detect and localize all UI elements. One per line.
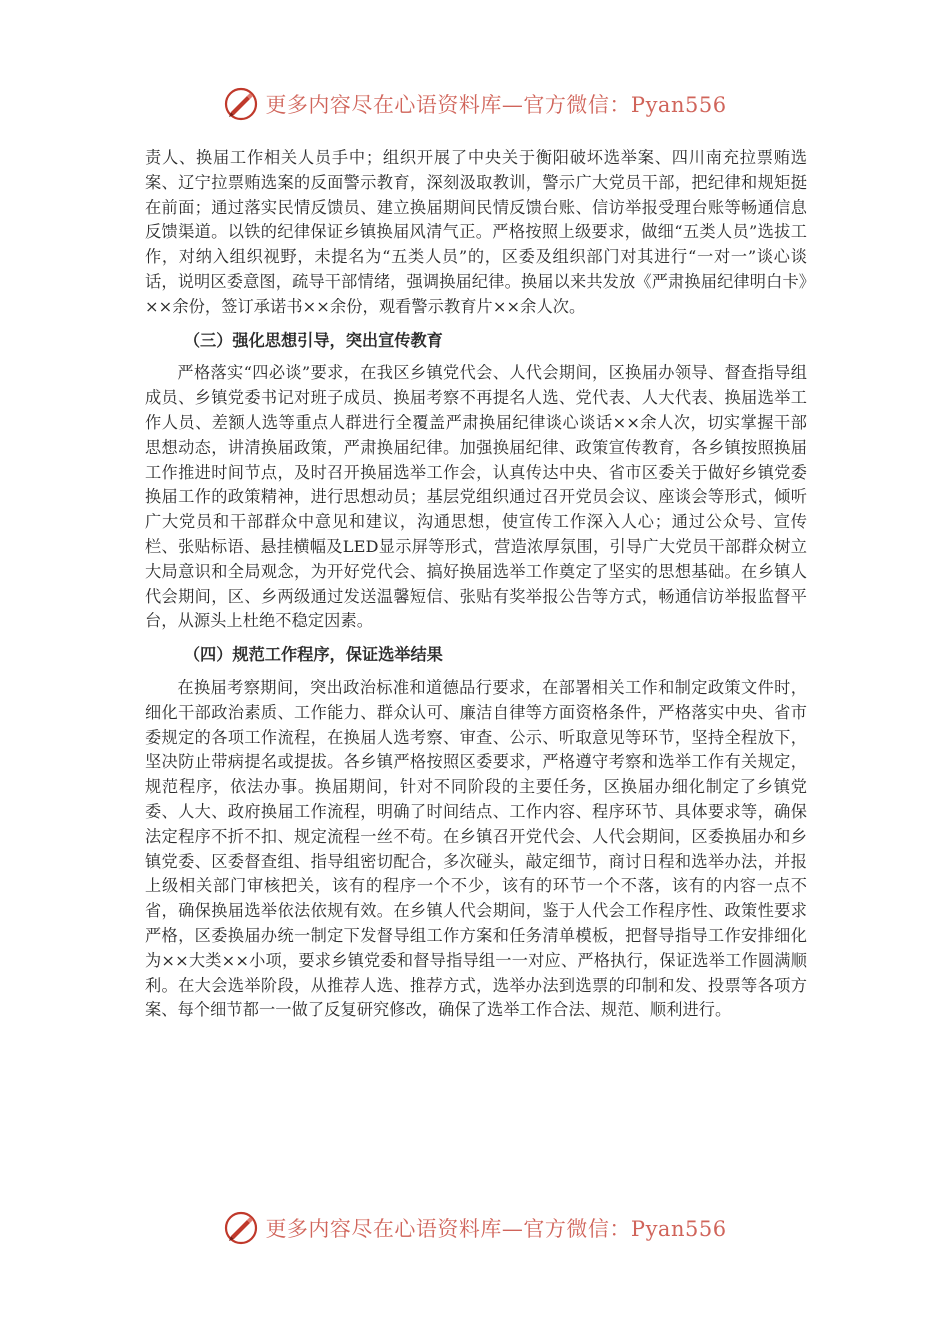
paragraph-3: 在换届考察期间，突出政治标准和道德品行要求，在部署相关工作和制定政策文件时，细化干部政治素质、工作能力、群众认可、廉洁自律等方面资格条件，严格落实中央、省市委规定的各项工作流程，在换届人选考察、审查、公示、听取意见等环节，坚持全程放下，坚决防止带病提名或提拔。各乡镇严格按照区委要求，严格遵守考察和选举工作有关规定，规范程序，依法办事。换届期间，针对不同阶段的主要任务，区换届办细化制定了乡镇党委、人大、政府换届工作流程，明确了时间结点、工作内容、程序环节、具体要求等，确保法定程序不折不扣、规定流程一丝不苟。在乡镇召开党代会、人代会期间，区委换届办和乡镇党委、区委督查组、指导组密切配合，多次碰头，敲定细节，商讨日程和选举办法，并报上级相关部门审核把关，该有的程序一个不少，该有的环节一个不落，该有的内容一点不省，确保换届选举依法依规有效。在乡镇人代会期间，鉴于人代会工作程序性、政策性要求严格，区委换届办统一制定下发督导组工作方案和任务清单模板，把督导指导工作安排细化为××大类××小项，要求乡镇党委和督导指导组一一对应、严格执行，保证选举工作圆满顺利。在大会选举阶段，从推荐人选、推荐方式，选举办法到选票的印制和发、投票等各项方案、每个细节都一一做了反复研究修改，确保了选举工作合法、规范、顺利进行。 [145, 677, 807, 1020]
paragraph-1: 责人、换届工作相关人员手中；组织开展了中央关于衡阳破坏选举案、四川南充拉票贿选案、辽宁拉票贿选案的反面警示教育，深刻汲取教训，警示广大党员干部，把纪律和规矩挺在前面；通过落实民情反馈员、建立换届期间民情反馈台账、信访举报受理台账等畅通信息反馈渠道。以铁的纪律保证乡镇换届风清气正。严格按照上级要求，做细“五类人员”选拔工作，对纳入组织视野，未提名为“五类人员”的，区委及组织部门对其进行“一对一”谈心谈话，说明区委意图，疏导干部情绪，强调换届纪律。换届以来共发放《严肃换届纪律明白卡》××余份，签订承诺书××余份，观看警示教育片××余人次。 [145, 148, 807, 316]
pen-logo-icon [223, 1210, 259, 1246]
footer-banner-text: 更多内容尽在心语资料库—官方微信：Pyan556 [265, 1217, 727, 1241]
paragraph-2: 严格落实“四必谈”要求，在我区乡镇党代会、人代会期间，区换届办领导、督查指导组成员、乡镇党委书记对班子成员、换届考察不再提名人选、党代表、人大代表、换届选举工作人员、差额人选等重点人群进行全覆盖严肃换届纪律谈心谈话××余人次，切实掌握干部思想动态，讲清换届政策，严肃换届纪律。加强换届纪律、政策宣传教育，各乡镇按照换届工作推进时间节点，及时召开换届选举工作会，认真传达中央、省市区委关于做好乡镇党委换届工作的政策精神，进行思想动员；基层党组织通过召开党员会议、座谈会等形式，倾听广大党员和干部群众中意见和建议，沟通思想，使宣传工作深入人心；通过公众号、宣传栏、张贴标语、悬挂横幅及LED显示屏等形式，营造浓厚氛围，引导广大党员干部群众树立大局意识和全局观念，为开好党代会、搞好换届选举工作奠定了坚实的思想基础。在乡镇人代会期间，区、乡两级通过发送温馨短信、张贴有奖举报公告等方式，畅通信访举报监督平台，从源头上杜绝不稳定因素。 [145, 363, 807, 631]
section-heading-4: （四）规范工作程序，保证选举结果 [183, 645, 443, 665]
footer-banner [0, 1208, 950, 1248]
document-body [145, 146, 807, 1023]
pen-logo-icon [223, 86, 259, 122]
header-banner-text: 更多内容尽在心语资料库—官方微信：Pyan556 [265, 93, 727, 117]
section-heading-3: （三）强化思想引导，突出宣传教育 [183, 330, 443, 350]
header-banner [0, 84, 950, 124]
